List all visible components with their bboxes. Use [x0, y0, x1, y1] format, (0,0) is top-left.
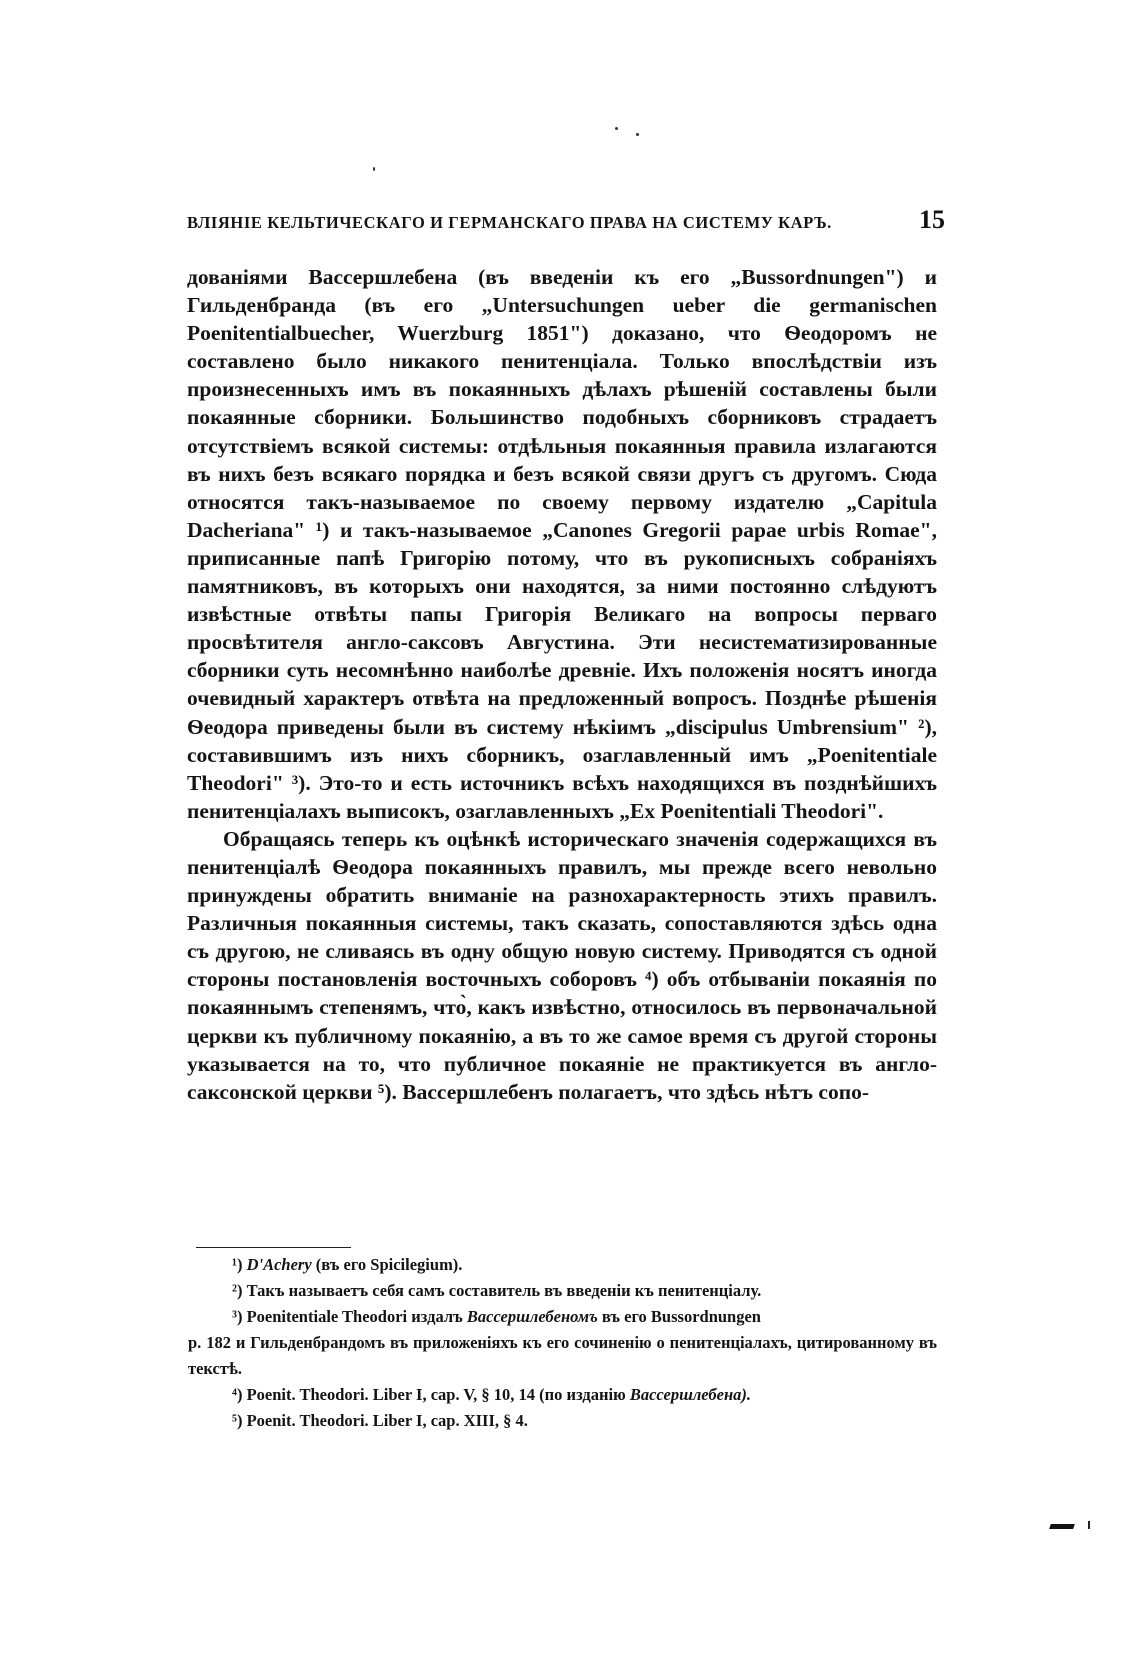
scan-speck [373, 167, 375, 171]
scan-speck [636, 133, 639, 136]
page-number: 15 [919, 205, 945, 234]
footnote-author: Вассершлебеномъ [466, 1307, 598, 1326]
footnote-mark: ³) [232, 1307, 243, 1326]
footnote-author: Вассершлебена). [629, 1385, 751, 1404]
footnote-text: Такъ называетъ себя самъ составитель въ введеніи къ пенитенціалу. [246, 1281, 762, 1300]
footnote-text: Poenit. Theodori. Liber I, cap. XIII, § 4. [246, 1411, 528, 1430]
footnote-4 [232, 1382, 937, 1408]
footnote-1 [232, 1252, 937, 1278]
running-head [187, 205, 945, 235]
footnote-2 [232, 1278, 937, 1304]
footnote-mark: ²) [232, 1281, 243, 1300]
footnote-mark: ⁴) [232, 1385, 243, 1404]
footnotes [188, 1252, 937, 1434]
footnote-rule [196, 1247, 351, 1248]
footnote-3 [232, 1304, 937, 1330]
scan-mark [1088, 1521, 1090, 1529]
running-title: ВЛІЯНІЕ КЕЛЬТИЧЕСКАГО И ГЕРМАНСКАГО ПРАВА НА СИСТЕМУ КАРЪ. [187, 213, 832, 232]
paragraph: Обращаясь теперь къ оцѣнкѣ историческаго значенія содержащихся въ пенитенціалѣ Ѳеодора покаянныхъ правилъ, мы прежде всего невольно принуждены обратить вниманіе на разнохарактерность этихъ правилъ. Различныя покаянныя системы, такъ сказать, сопоставляются здѣсь одна съ другою, не сливаясь въ одну общую новую систему. Приводятся съ одной стороны постановленія восточныхъ соборовъ ⁴) объ отбываніи покаянія по покаяннымъ степенямъ, что̀, какъ извѣстно, относилось въ первоначальной церкви къ публичному покаянію, а въ то же самое время съ другой стороны указывается на то, что публичное покаяніе не практикуется въ англо-саксонской церкви ⁵). Вассершлебенъ полагаетъ, что здѣсь нѣтъ сопо- [187, 826, 937, 1104]
footnote-mark: ¹) [232, 1255, 243, 1274]
scan-speck [615, 127, 618, 130]
paragraph: дованіями Вассершлебена (въ введеніи къ его „Bussordnungen") и Гильденбранда (въ его „Untersuchungen ueber die germanischen Poenitentialbuecher, Wuerzburg 1851") доказано, что Ѳеодоромъ не составлено было никакого пенитенціала. Только впослѣдствіи изъ произнесенныхъ имъ въ покаянныхъ дѣлахъ рѣшеній составлены были покаянные сборники. Большинство подобныхъ сборниковъ страдаетъ отсутствіемъ всякой системы: отдѣльныя покаянныя правила излагаются въ нихъ безъ всякаго порядка и безъ всякой связи другъ съ другомъ. Сюда относятся такъ-называемое по своему первому издателю „Capitula Dacheriana" ¹) и такъ-называемое „Canones Gregorii papae urbis Romae", приписанные папѣ Григорію потому, что въ рукописныхъ собраніяхъ памятниковъ, въ которыхъ они находятся, за ними постоянно слѣдуютъ извѣстные отвѣты папы Григорія Великаго на вопросы перваго просвѣтителя англо-саксовъ Августина. Эти несистематизированные сборники суть несомнѣнно наиболѣе древніе. Ихъ положенія носятъ иногда очевидный характеръ отвѣта на предложенный вопросъ. Позднѣе рѣшенія Ѳеодора приведены были въ систему нѣкіимъ „discipulus Umbrensium" ²), составившимъ изъ нихъ сборникъ, озаглавленный имъ „Poenitentiale Theodori" ³). Это-то и есть источникъ всѣхъ находящихся въ позднѣйшихъ пенитенціалахъ выписокъ, озаглавленныхъ „Ex Poenitentiali Theodori". [187, 265, 937, 823]
footnote-3-continuation: p. 182 и Гильденбрандомъ въ приложеніяхъ къ его сочиненію о пенитенціалахъ, цитированному въ текстѣ. [188, 1333, 937, 1378]
footnote-text: Poenit. Theodori. Liber I, cap. V, § 10, 14 (по изданію [246, 1385, 626, 1404]
footnote-text: (въ его Spicilegium). [315, 1255, 463, 1274]
footnote-text: Poenitentiale Theodori издалъ [246, 1307, 463, 1326]
footnote-5 [232, 1408, 937, 1434]
footnote-mark: ⁵) [232, 1411, 243, 1430]
footnote-author: D'Achery [246, 1255, 312, 1274]
scan-mark [1049, 1524, 1075, 1529]
body-text [187, 263, 937, 1106]
footnote-text: въ его Bussordnungen [601, 1307, 761, 1326]
